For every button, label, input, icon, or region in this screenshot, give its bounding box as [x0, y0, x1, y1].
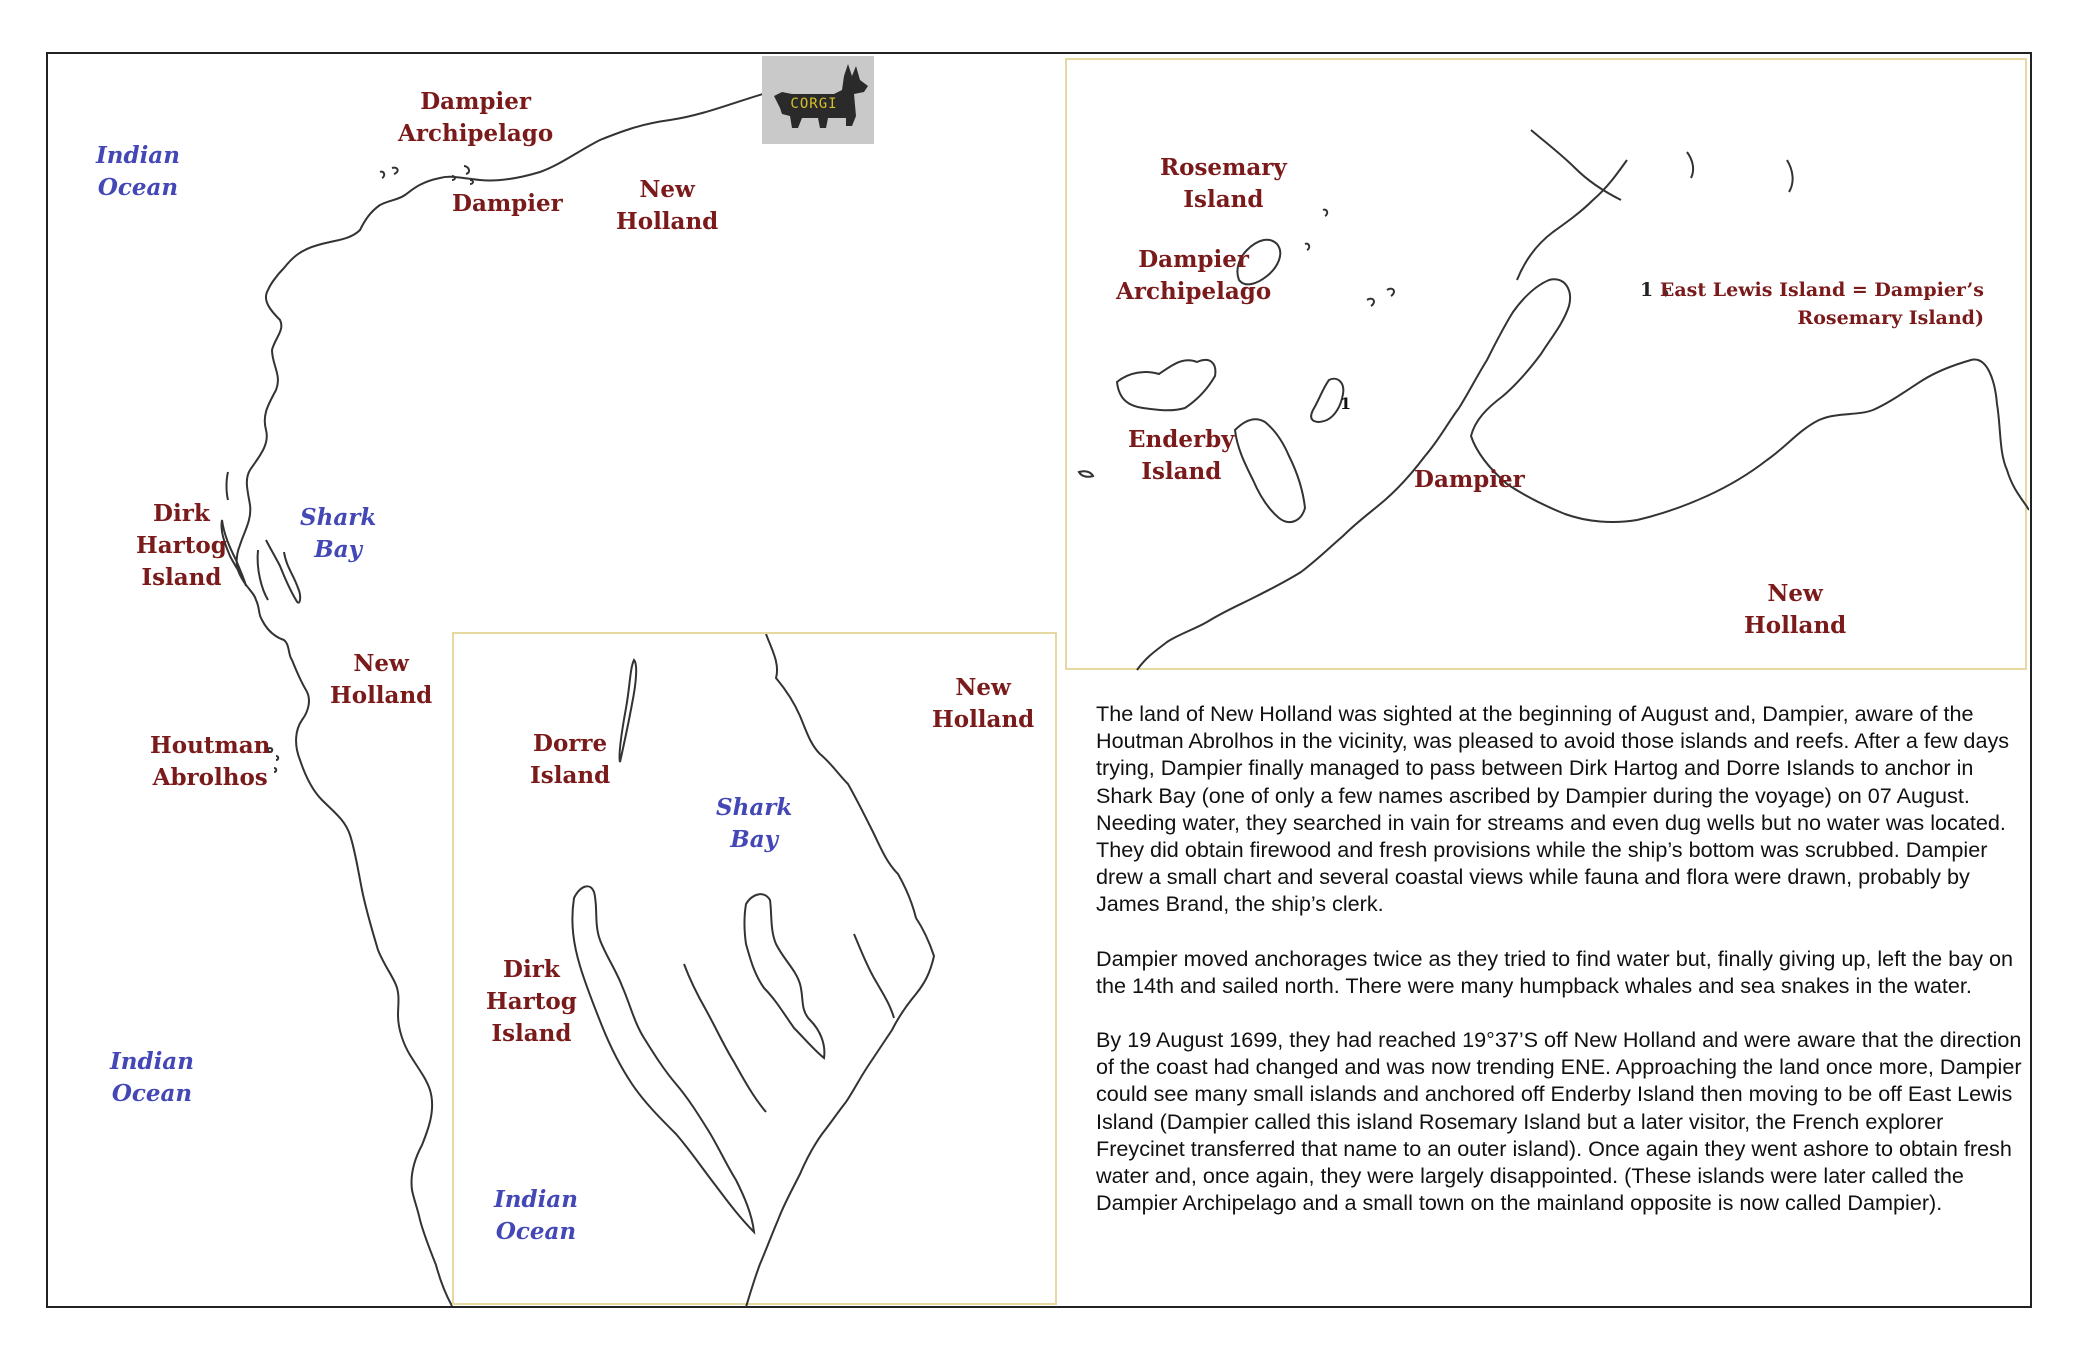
label-dirk-hartog [136, 498, 227, 594]
label-line: Shark [716, 794, 793, 821]
inset-label-indian-ocean [494, 1184, 578, 1248]
label-line: Dampier [1138, 246, 1249, 273]
corgi-logo-text: CORGI [790, 96, 838, 112]
label-line: Holland [1744, 612, 1847, 639]
label-line: Island [141, 564, 222, 591]
label-line: Indian [494, 1186, 578, 1213]
label-line: Indian [110, 1048, 194, 1075]
label-line: Ocean [495, 1218, 577, 1245]
dampier-archipelago-inset [1065, 58, 2027, 670]
label-indian-ocean-bottom [110, 1046, 194, 1110]
note-text: East Lewis Island = Dampier’s [1659, 279, 1984, 301]
shark-bay-peninsula [258, 540, 301, 603]
label-line: Dampier [420, 88, 531, 115]
narrative-text [1096, 700, 2026, 1243]
label-line: Ocean [111, 1080, 193, 1107]
dorre-island-shape [619, 660, 636, 762]
label-line: Shark [300, 504, 377, 531]
note-number: 1 [1640, 279, 1654, 301]
island-marker-1: 1 [1340, 394, 1352, 413]
label-line: Indian [96, 142, 180, 169]
label-line: Bay [730, 826, 778, 853]
label-line: Island [1141, 458, 1222, 485]
note-line-2: Rosemary Island) [1797, 307, 1984, 329]
label-shark-bay [300, 502, 376, 566]
mainland-coast [1137, 279, 2029, 670]
label-line: Holland [932, 706, 1035, 733]
inset-label-dorre-island [530, 728, 610, 792]
label-line: New [639, 176, 695, 203]
label-line: Holland [330, 682, 433, 709]
paragraph: By 19 August 1699, they had reached 19°37’S off New Holland and were aware that the direction of the coast had changed and was now trending ENE. Approaching the land once more, Dampier could see many small islands and anchored off Enderby Island then moving to be off East Lewis Island (Dampier called this island Rosemary Island but a later visitor, the French explorer Freycinet transferred that name to an outer island). Once again they went ashore to obtain fresh water and, once again, they were largely disappointed. (These islands were later called the Dampier Archipelago and a small town on the mainland opposite is now called Dampier). [1096, 1027, 2022, 1216]
label-dampier-town [452, 188, 563, 220]
inset-label-new-holland [932, 672, 1034, 736]
label-line: Island [491, 1020, 572, 1047]
label-line: New [353, 650, 409, 677]
inset-label-enderby-island [1128, 424, 1235, 488]
label-line: Enderby [1128, 426, 1235, 453]
label-line: Dirk [153, 500, 210, 527]
label-line: New [1767, 580, 1823, 607]
label-dampier-archipelago [398, 86, 553, 150]
label-line: Hartog [136, 532, 227, 559]
label-houtman-abrolhos [150, 730, 270, 794]
label-line: Dampier [1414, 466, 1525, 493]
inner-bay-shore [684, 934, 894, 1112]
label-line: Houtman [150, 732, 271, 759]
label-new-holland-top [616, 174, 718, 238]
dorre-main [227, 472, 229, 500]
paragraph: The land of New Holland was sighted at the beginning of August and, Dampier, aware of the Houtman Abrolhos in the vicinity, was pleased to avoid those islands and reefs. After a few days trying, Dampier finally managed to pass between Dirk Hartog and Dorre Islands to anchor in Shark Bay (one of only a few names ascribed by Dampier during the voyage) on 07 August. Needing water, they searched in vain for streams and even dug wells but no water was located. They did obtain firewood and fresh provisions while the ship’s bottom was scrubbed. Dampier drew a small chart and several coastal views while fauna and flora were drawn, probably by James Brand, the ship’s clerk. [1096, 701, 2010, 917]
label-line: Abrolhos [152, 764, 268, 791]
label-line: Archipelago [1116, 278, 1272, 305]
inset-label-dirk-hartog [486, 954, 577, 1050]
inset-label-dampier-archipelago [1116, 244, 1271, 308]
label-line: Archipelago [398, 120, 554, 147]
label-line: Hartog [486, 988, 577, 1015]
label-line: Dampier [452, 190, 563, 217]
east-lewis-note [1640, 276, 1984, 332]
label-line: Dirk [503, 956, 560, 983]
inset-label-dampier-town [1414, 464, 1525, 496]
label-line: Holland [616, 208, 719, 235]
inset-label-new-holland [1744, 578, 1846, 642]
label-line: Rosemary [1160, 154, 1287, 181]
label-line: Island [530, 762, 611, 789]
label-line: Ocean [97, 174, 179, 201]
peron-peninsula [745, 894, 825, 1058]
inset-label-rosemary-island [1160, 152, 1287, 216]
label-line: New [955, 674, 1011, 701]
label-line: Bay [314, 536, 362, 563]
label-indian-ocean-top [96, 140, 180, 204]
paragraph: Dampier moved anchorages twice as they tried to find water but, finally giving up, left the bay on the 14th and sailed north. There were many humpback whales and sea snakes in the water. [1096, 945, 2014, 998]
note-line-1 [1640, 276, 1984, 304]
mainland-east-coast [746, 634, 934, 1307]
label-line: Dorre [533, 730, 608, 757]
dirk-hartog-island-shape [572, 886, 754, 1232]
east-lewis-island [1311, 379, 1343, 422]
burrup-peninsula [1235, 419, 1305, 522]
inset-label-shark-bay [716, 792, 792, 856]
label-line: Island [1183, 186, 1264, 213]
corgi-logo [762, 56, 874, 144]
enderby-island-shape [1117, 360, 1215, 410]
label-new-holland-mid [330, 648, 432, 712]
long-island-chain [1517, 130, 1627, 280]
